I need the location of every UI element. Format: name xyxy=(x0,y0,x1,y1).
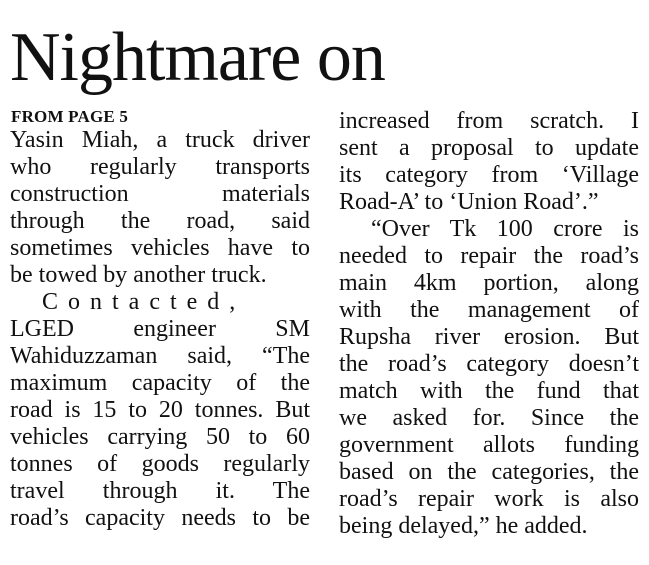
text-line: construction materials xyxy=(10,181,310,207)
text-line: who regularly transports xyxy=(10,154,310,180)
text-line: based on the categories, the xyxy=(339,459,639,485)
text-line: sent a proposal to update xyxy=(339,135,639,161)
text-line: Road-A’ to ‘Union Road’.” xyxy=(339,189,599,215)
text-line: road’s capacity needs to be xyxy=(10,505,310,531)
text-line: Rupsha river erosion. But xyxy=(339,324,639,350)
headline: Nightmare on xyxy=(10,19,385,96)
text-line: increased from scratch. I xyxy=(339,108,639,134)
text-line: being delayed,” he added. xyxy=(339,513,588,539)
text-line: road’s repair work is also xyxy=(339,486,639,512)
text-line: LGED engineer SM xyxy=(10,316,310,342)
text-line: maximum capacity of the xyxy=(10,370,310,396)
text-line: with the management of xyxy=(339,297,639,323)
text-line: sometimes vehicles have to xyxy=(10,235,310,261)
text-line: through the road, said xyxy=(10,208,310,234)
text-line: match with the fund that xyxy=(339,378,639,404)
text-line: the road’s category doesn’t xyxy=(339,351,639,377)
text-line: needed to repair the road’s xyxy=(339,243,639,269)
text-line: be towed by another truck. xyxy=(10,262,267,288)
text-line: road is 15 to 20 tonnes. But xyxy=(10,397,310,423)
paragraph-start-line: “Over Tk 100 crore is xyxy=(371,216,639,242)
text-line: tonnes of goods regularly xyxy=(10,451,310,477)
text-line: its category from ‘Village xyxy=(339,162,639,188)
text-line: travel through it. The xyxy=(10,478,310,504)
article-column-left xyxy=(10,127,310,532)
text-line: vehicles carrying 50 to 60 xyxy=(10,424,310,450)
text-line: Wahiduzzaman said, “The xyxy=(10,343,310,369)
jump-label: FROM PAGE 5 xyxy=(11,107,129,126)
text-line: government allots funding xyxy=(339,432,639,458)
article-column-right xyxy=(339,108,639,540)
text-line: main 4km portion, along xyxy=(339,270,639,296)
paragraph-start-line: Contacted, xyxy=(42,289,246,315)
text-line: we asked for. Since the xyxy=(339,405,639,431)
text-line: Yasin Miah, a truck driver xyxy=(10,127,310,153)
